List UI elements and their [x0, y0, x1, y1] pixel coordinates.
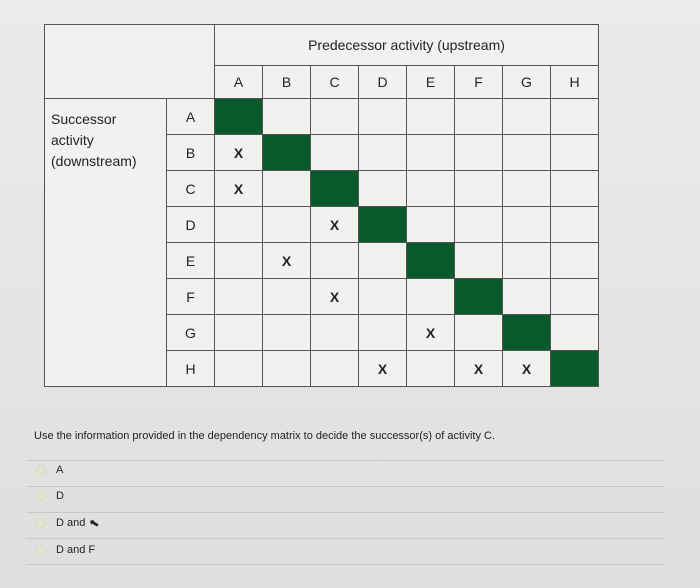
row-header-d: D: [167, 207, 215, 243]
option-divider: [26, 486, 664, 487]
row-header-g: G: [167, 315, 215, 351]
matrix-cell: [551, 171, 599, 207]
row-header-a: A: [167, 99, 215, 135]
diagonal-cell: [263, 135, 311, 171]
matrix-cell: [215, 351, 263, 387]
column-header-c: C: [311, 66, 359, 99]
matrix-cell: [407, 207, 455, 243]
matrix-cell: [263, 207, 311, 243]
matrix-cell: [503, 99, 551, 135]
dependency-mark: X: [407, 315, 455, 351]
dependency-mark: X: [215, 171, 263, 207]
matrix-cell: [359, 279, 407, 315]
matrix-cell: [359, 243, 407, 279]
matrix-cell: [311, 243, 359, 279]
matrix-row: [45, 99, 599, 135]
matrix-cell: [359, 135, 407, 171]
answer-option-d-and[interactable]: [36, 514, 102, 532]
matrix-cell: [311, 315, 359, 351]
option-divider: [26, 512, 664, 513]
successor-label-line: (downstream): [51, 153, 137, 169]
matrix-cell: [455, 99, 503, 135]
radio-button[interactable]: [36, 491, 46, 501]
matrix-cell: [215, 243, 263, 279]
row-header-b: B: [167, 135, 215, 171]
matrix-cell: [215, 279, 263, 315]
column-header-f: F: [455, 66, 503, 99]
option-label: D: [56, 490, 64, 502]
matrix-cell: [503, 171, 551, 207]
column-header-h: H: [551, 66, 599, 99]
diagonal-cell: [503, 315, 551, 351]
diagonal-cell: [407, 243, 455, 279]
matrix-cell: [263, 351, 311, 387]
matrix-cell: [407, 171, 455, 207]
column-header-d: D: [359, 66, 407, 99]
matrix-cell: [263, 99, 311, 135]
successor-axis-label: [45, 99, 167, 387]
radio-button[interactable]: [36, 518, 46, 528]
row-header-c: C: [167, 171, 215, 207]
matrix-cell: [215, 315, 263, 351]
diagonal-cell: [311, 171, 359, 207]
matrix-cell: [551, 279, 599, 315]
matrix-cell: [503, 243, 551, 279]
matrix-cell: [503, 279, 551, 315]
matrix-cell: [551, 135, 599, 171]
matrix-corner-cell: [45, 25, 215, 99]
matrix-cell: [551, 243, 599, 279]
answer-option-a[interactable]: [36, 464, 63, 476]
matrix-cell: [455, 135, 503, 171]
row-header-h: H: [167, 351, 215, 387]
matrix-cell: [455, 207, 503, 243]
successor-label-line: Successor: [51, 111, 117, 127]
dependency-mark: X: [503, 351, 551, 387]
successor-label-line: activity: [51, 132, 94, 148]
dependency-mark: X: [263, 243, 311, 279]
matrix-cell: [455, 171, 503, 207]
question-text: Use the information provided in the dependency matrix to decide the successor(s) of activity C.: [34, 430, 496, 442]
matrix-cell: [359, 315, 407, 351]
option-divider: [26, 538, 664, 539]
matrix-cell: [359, 99, 407, 135]
dependency-mark: X: [359, 351, 407, 387]
matrix-cell: [407, 351, 455, 387]
matrix-cell: [215, 207, 263, 243]
matrix-cell: [263, 171, 311, 207]
matrix-cell: [407, 279, 455, 315]
dependency-mark: X: [311, 207, 359, 243]
column-header-a: A: [215, 66, 263, 99]
answer-option-d[interactable]: [36, 490, 64, 502]
mouse-cursor-icon: ⬉: [87, 514, 102, 532]
option-divider: [26, 564, 664, 565]
dependency-mark: X: [215, 135, 263, 171]
matrix-cell: [407, 135, 455, 171]
matrix-cell: [503, 207, 551, 243]
radio-button[interactable]: [36, 545, 46, 555]
matrix-cell: [311, 351, 359, 387]
matrix-cell: [263, 279, 311, 315]
diagonal-cell: [215, 99, 263, 135]
row-header-f: F: [167, 279, 215, 315]
diagonal-cell: [551, 351, 599, 387]
column-header-g: G: [503, 66, 551, 99]
option-label: D and: [56, 517, 86, 529]
matrix-cell: [551, 99, 599, 135]
matrix-cell: [455, 315, 503, 351]
dependency-matrix: [44, 24, 599, 387]
matrix-cell: [359, 171, 407, 207]
option-label: D and F: [56, 544, 96, 556]
matrix-cell: [551, 315, 599, 351]
option-label: A: [56, 464, 64, 476]
matrix-cell: [455, 243, 503, 279]
column-header-e: E: [407, 66, 455, 99]
matrix-cell: [407, 99, 455, 135]
matrix-cell: [551, 207, 599, 243]
option-divider: [26, 460, 664, 461]
row-header-e: E: [167, 243, 215, 279]
radio-button[interactable]: [36, 465, 46, 475]
dependency-mark: X: [311, 279, 359, 315]
dependency-mark: X: [455, 351, 503, 387]
answer-option-d-and-f[interactable]: [36, 544, 95, 556]
matrix-cell: [311, 99, 359, 135]
diagonal-cell: [455, 279, 503, 315]
matrix-cell: [263, 315, 311, 351]
matrix-cell: [311, 135, 359, 171]
matrix-cell: [503, 135, 551, 171]
column-header-b: B: [263, 66, 311, 99]
diagonal-cell: [359, 207, 407, 243]
matrix-title: Predecessor activity (upstream): [215, 25, 599, 66]
